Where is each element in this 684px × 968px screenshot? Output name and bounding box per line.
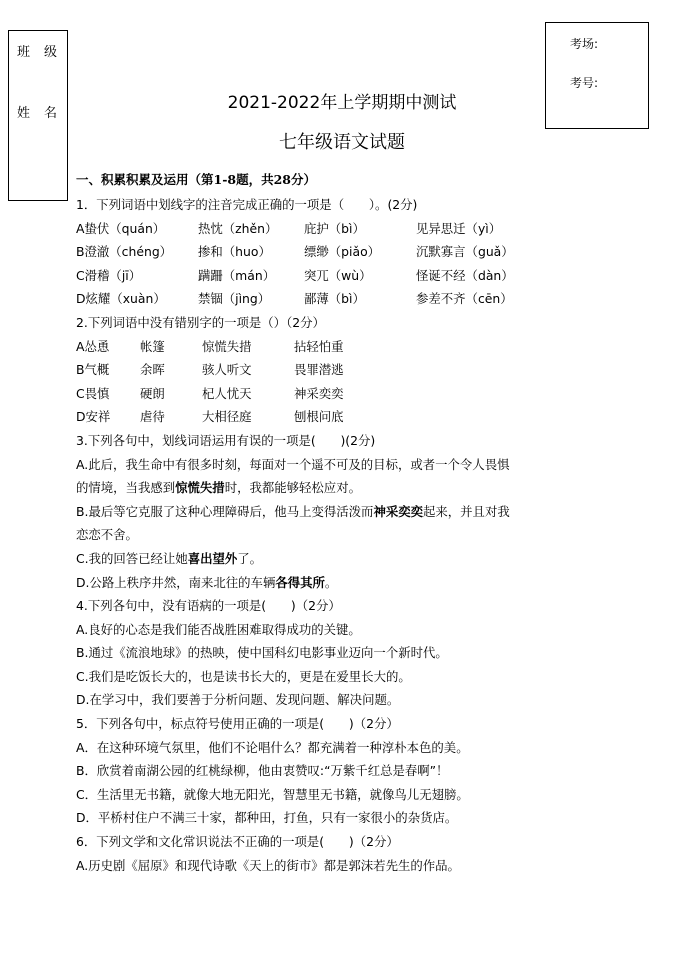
option-row — [76, 405, 616, 429]
option-line: A.此后，我生命中有很多时刻，每面对一个遥不可及的目标，或者一个令人畏惧 — [76, 456, 510, 472]
option-cell: 骇人听文 — [202, 362, 252, 378]
exam-room-label: 考场: — [570, 37, 599, 51]
option-line: D．平桥村住户不满三十家，都种田，打鱼，只有一家很小的杂货店。 — [76, 810, 458, 826]
option-text: 的情境，当我感到 — [76, 480, 176, 496]
underlined-phrase: 各得其所 — [275, 574, 325, 590]
option-line: A．在这种环境气氛里，他们不论唱什么？都充满着一种淳朴本色的美。 — [76, 739, 469, 755]
option-text: C.我的回答已经让她 — [76, 550, 188, 566]
option-cell: A怂恿 — [76, 338, 110, 354]
option-cell: 神采奕奕 — [294, 385, 344, 401]
option-cell: 鄙薄（bì） — [304, 291, 365, 307]
name-label: 姓名 — [17, 106, 72, 121]
option-cell: 虐待 — [140, 409, 165, 425]
option-line: C.我们是吃饭长大的，也是读书长大的，更是在爱里长大的。 — [76, 668, 411, 684]
option-line — [76, 476, 616, 500]
option-cell: D安祥 — [76, 409, 111, 425]
class-name-box — [8, 30, 72, 201]
option-row — [76, 335, 616, 359]
underlined-phrase: 喜出望外 — [187, 550, 238, 566]
option-cell: 杞人忧天 — [202, 385, 252, 401]
option-cell: 刨根问底 — [294, 409, 344, 425]
option-row — [76, 287, 616, 311]
option-line: A.历史剧《屈原》和现代诗歌《天上的街市》都是郭沫若先生的作品。 — [76, 857, 460, 873]
option-text: 。 — [324, 574, 338, 590]
option-line — [76, 571, 616, 595]
option-text: D.公路上秩序井然，南来北往的车辆 — [76, 574, 276, 590]
question-stem: 1．下列词语中划线字的注音完成正确的一项是（ ）。(2分) — [76, 197, 418, 212]
option-line: A.良好的心态是我们能否战胜困难取得成功的关键。 — [76, 621, 361, 637]
option-cell: 惊慌失措 — [202, 338, 252, 354]
question-content — [76, 193, 616, 877]
option-cell: 拈轻怕重 — [294, 338, 344, 354]
class-label: 班级 — [17, 45, 72, 60]
exam-subtitle: 七年级语文试题 — [279, 132, 405, 153]
option-text: B.最后等它克服了这种心理障碍后，他马上变得活泼而 — [76, 503, 374, 519]
option-cell: 畏罪潜逃 — [294, 362, 344, 378]
option-cell: C滑稽（jī） — [76, 267, 142, 283]
option-cell: 怪诞不经（dàn） — [416, 267, 514, 283]
option-line — [76, 547, 616, 571]
option-cell: 余晖 — [140, 362, 165, 378]
option-row — [76, 264, 616, 288]
underlined-phrase: 惊慌失措 — [175, 480, 225, 496]
exam-title: 2021-2022年上学期期中测试 — [227, 93, 457, 113]
section-heading: 一、积累积累及运用（第1-8题，共28分） — [76, 172, 316, 187]
option-text: 时，我都能够轻松应对。 — [224, 480, 361, 496]
option-cell: C畏慎 — [76, 385, 110, 401]
option-line: B．欣赏着南湖公园的红桃绿柳，他由衷赞叹:“万紫千红总是春啊”！ — [76, 763, 449, 779]
option-cell: 硬朗 — [140, 385, 165, 401]
option-line: 恋恋不舍。 — [76, 527, 138, 543]
option-cell: 大相径庭 — [202, 409, 252, 425]
option-text: 起来，并且对我 — [423, 503, 510, 519]
question-stem: 6．下列文学和文化常识说法不正确的一项是( )（2分） — [76, 834, 399, 850]
exam-number-label: 考号: — [570, 76, 599, 90]
option-cell: 热忱（zhěn） — [198, 220, 278, 236]
underlined-phrase: 神采奕奕 — [373, 503, 423, 519]
option-cell: 沉默寡言（guǎ） — [416, 244, 514, 260]
option-line — [76, 500, 616, 524]
question-stem: 3.下列各句中，划线词语运用有误的一项是( )(2分) — [76, 432, 376, 448]
option-line: C．生活里无书籍，就像大地无阳光，智慧里无书籍，就像鸟儿无翅膀。 — [76, 786, 469, 802]
question-stem: 4.下列各句中，没有语病的一项是( )（2分） — [76, 598, 341, 614]
option-line: D.在学习中，我们要善于分析问题、发现问题、解决问题。 — [76, 692, 400, 708]
option-cell: 蹒跚（mán） — [198, 267, 276, 283]
option-cell: 突兀（wù） — [304, 267, 372, 283]
option-text: 了。 — [237, 550, 263, 566]
option-cell: 帐篷 — [140, 338, 165, 354]
option-row — [76, 382, 616, 406]
question-stem: 2.下列词语中没有错别字的一项是（）（2分） — [76, 314, 325, 330]
option-row — [76, 240, 616, 264]
question-stem: 5．下列各句中，标点符号使用正确的一项是( )（2分） — [76, 716, 399, 732]
option-row — [76, 217, 616, 241]
option-cell: 见异思迁（yì） — [416, 220, 502, 236]
option-cell: A蛰伏（quán） — [76, 220, 166, 236]
option-row — [76, 358, 616, 382]
option-cell: 禁锢（jìng） — [198, 291, 271, 307]
option-cell: 掺和（huo） — [198, 244, 271, 260]
option-cell: B气概 — [76, 362, 110, 378]
option-cell: 庇护（bì） — [304, 220, 365, 236]
option-line: B.通过《流浪地球》的热映，使中国科幻电影事业迈向一个新时代。 — [76, 645, 448, 661]
option-cell: B澄澈（chéng） — [76, 244, 173, 260]
option-cell: D炫耀（xuàn） — [76, 291, 166, 307]
option-cell: 参差不齐（cēn） — [416, 291, 513, 307]
option-cell: 缥缈（piǎo） — [304, 244, 381, 260]
